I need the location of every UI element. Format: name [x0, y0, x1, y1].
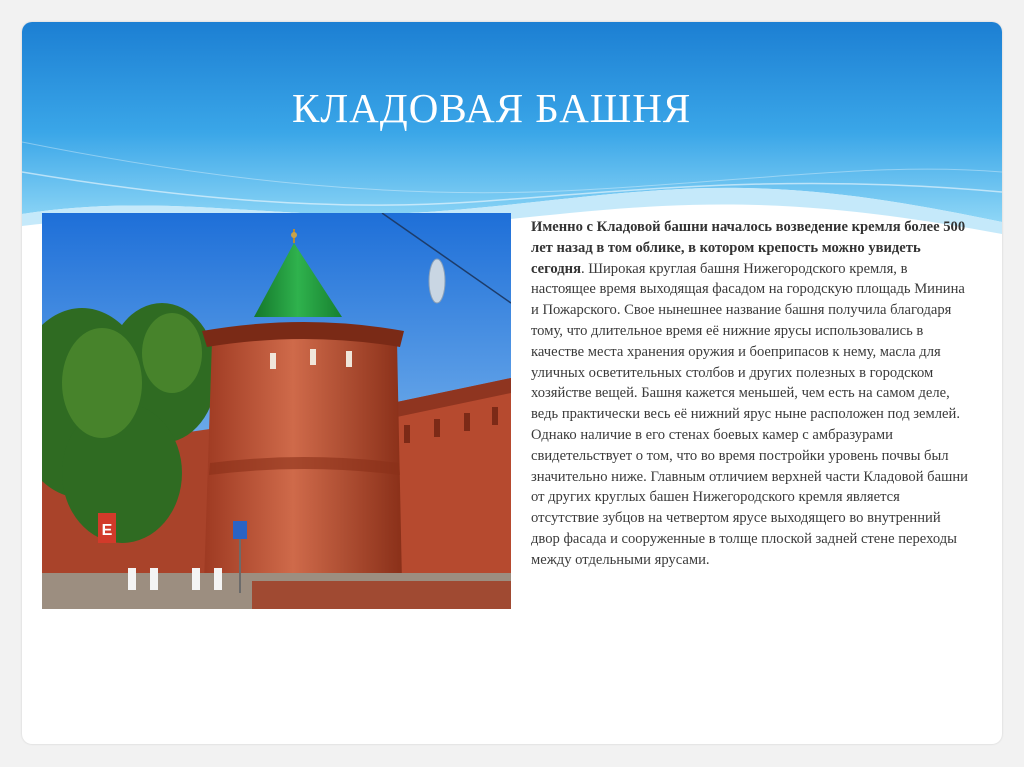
slide [22, 22, 1002, 744]
red-sign-letter: Е [101, 522, 113, 539]
body-paragraph [531, 217, 971, 571]
body-lead-text: Именно с Кладовой башни началось возведение кремля более 500 лет назад в том облике, в котором крепость можно увидеть сегодня [531, 219, 966, 277]
tower-photo [42, 213, 511, 609]
body-main-text: . Широкая круглая башня Нижегородского кремля, в настоящее время выходящая фасадом на городскую площадь Минина и Пожарского. Свое нынешнее название башня получила благодаря тому, что длительное время её нижние ярусы использовались в качестве места хранения оружия и боеприпасов к нему, масла для уличных осветительных столбов и других полезных в городском хозяйстве вещей. Башня кажется меньшей, чем есть на самом деле, ведь практически весь её нижний ярус ныне расположен под землей. Однако наличие в его стенах боевых камер с амбразурами свидетельствует о том, что во время постройки уровень почвы был значительно ниже. Главным отличием верхней части Кладовой башни от других круглых башен Нижегородского кремля является отсутствие зубцов на четвертом ярусе выходящего во внутренний двор фасада и сооруженные в толще плоской задней стене переходы между отдельными ярусами. [531, 260, 968, 568]
slide-title: КЛАДОВАЯ БАШНЯ [292, 85, 692, 131]
